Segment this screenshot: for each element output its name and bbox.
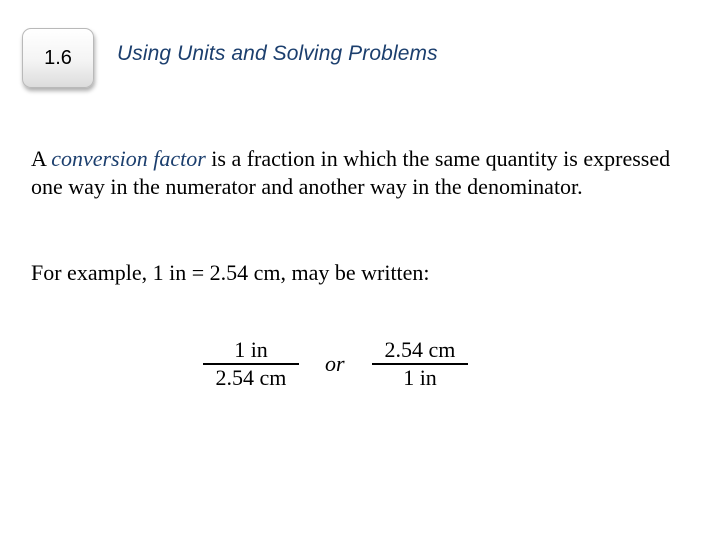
fraction-cm-over-in (372, 337, 468, 391)
defined-term: conversion factor (51, 146, 206, 171)
or-connector: or (325, 351, 345, 376)
definition-text: is a fraction in which the same quantity is expressed one way in the numerator and another way in the denominator. (31, 146, 671, 199)
fraction-in-over-cm (203, 337, 299, 391)
denominator: 1 in (403, 365, 437, 390)
numerator: 2.54 cm (384, 337, 456, 362)
numerator: 1 in (234, 337, 268, 362)
slide-title: Using Units and Solving Problems (117, 42, 438, 65)
denominator: 2.54 cm (215, 365, 287, 390)
section-number: 1.6 (44, 46, 72, 69)
definition-article: A (31, 146, 46, 171)
definition-paragraph (31, 145, 671, 201)
example-intro: For example, 1 in = 2.54 cm, may be written: (31, 260, 430, 285)
section-number-badge (22, 28, 94, 88)
